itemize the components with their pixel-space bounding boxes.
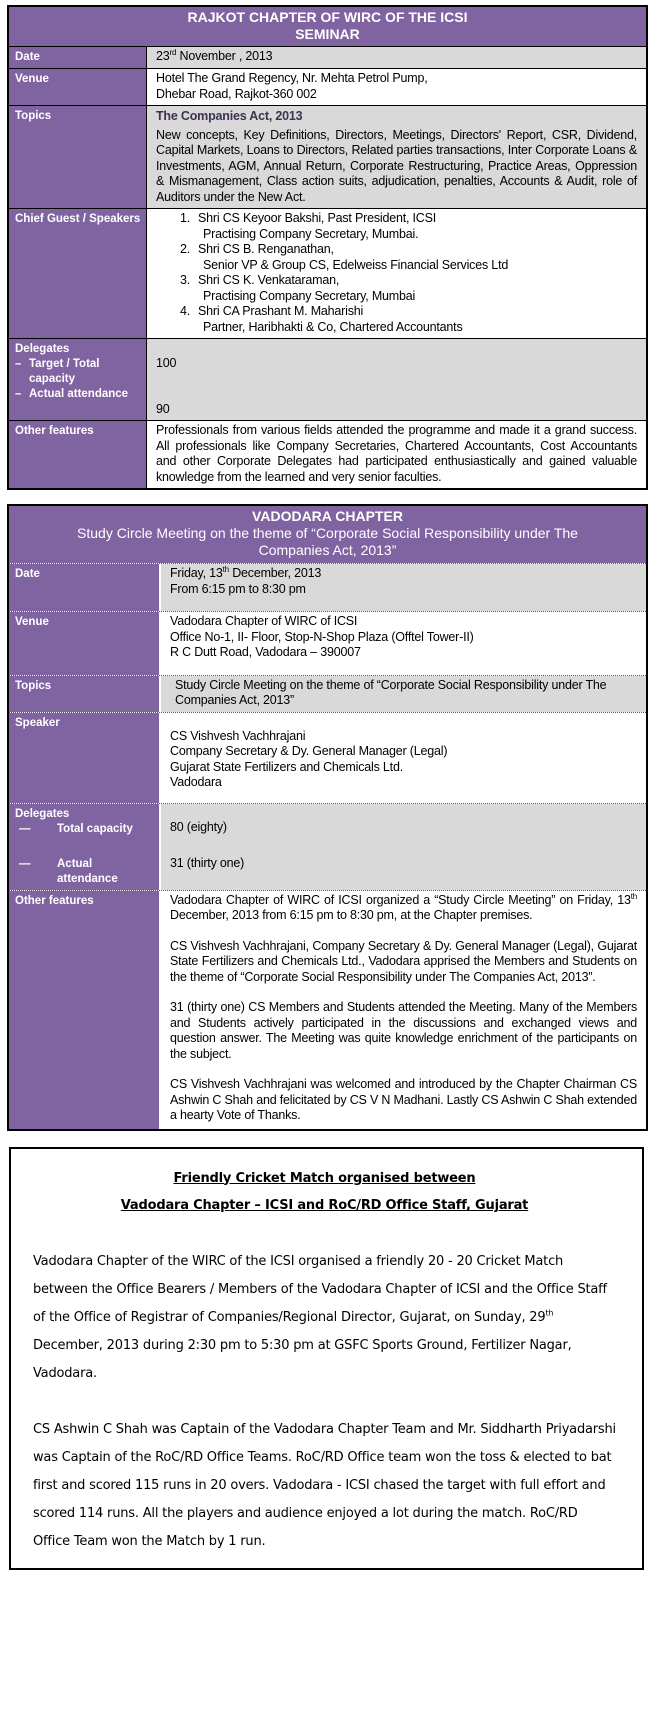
topics-body: New concepts, Key Definitions, Directors, Meetings, Directors' Report, CSR, Dividend, Capital Markets, Loans to Directors, Related parties transactions, Inter Corporate Loans & Investments, AGM, Annual Return, Corporate Restructuring, Practice Areas, Oppression & Mismanagement, Class action suits, adjudication, penalties, Accounts & Audit, role of Auditors under the New Act. xyxy=(156,127,637,204)
delegates-item xyxy=(15,357,142,387)
speaker-lines xyxy=(198,304,463,335)
vadodara-venue-value xyxy=(161,612,646,675)
cricket-paragraph-2: CS Ashwin C Shah was Captain of the Vadodara Chapter Team and Mr. Siddharth Priyadarshi was Captain of the RoC/RD Office Teams. RoC/RD Office team won the toss & elected to bat first and scored 115 runs in 20 overs. Vadodara - ICSI chased the target with full effort and scored 114 runs. All the players and audience enjoyed a lot during the match. RoC/RD Office Team won the Match by 1 run. xyxy=(33,1422,616,1549)
paragraph-text: December, 2013 during 2:30 pm to 5:30 pm at GSFC Sports Ground, Fertilizer Nagar, Vadodara. xyxy=(33,1338,572,1382)
vadodara-delegates-label xyxy=(9,804,161,890)
rajkot-title: RAJKOT CHAPTER OF WIRC OF THE ICSI xyxy=(187,9,468,25)
delegates-item xyxy=(15,822,155,837)
speaker-name: Shri CS B. Renganathan, xyxy=(198,242,334,256)
speaker-item xyxy=(180,273,637,304)
vadodara-title: VADODARA CHAPTER xyxy=(252,508,403,524)
vadodara-table-header xyxy=(9,506,646,563)
rajkot-other-label: Other features xyxy=(9,421,147,488)
delegates-attendance-label: Actual attendance xyxy=(29,388,129,400)
dash: – xyxy=(15,358,22,370)
vadodara-subtitle: Study Circle Meeting on the theme of “Corporate Social Responsibility under The Companies Act, 2013” xyxy=(77,525,578,558)
topics-heading: The Companies Act, 2013 xyxy=(156,109,303,123)
speaker-number: 2. xyxy=(180,242,191,256)
other-paragraph: CS Vishvesh Vachhrajani, Company Secretary & Dy. General Manager (Legal), Gujarat State Fertilizers and Chemicals Ltd., Vadodara apprised the Members and Students on the theme of “Corporate Social Responsibility under The Companies Act, 2013”. xyxy=(170,938,637,984)
delegates-item xyxy=(15,857,155,887)
vadodara-venue-row xyxy=(9,611,646,675)
vadodara-date-label: Date xyxy=(9,564,161,611)
rajkot-date-row xyxy=(9,46,646,68)
speaker-company: Gujarat State Fertilizers and Chemicals Ltd. xyxy=(170,759,403,774)
rajkot-venue-label: Venue xyxy=(9,69,147,105)
speaker-name: Shri CA Prashant M. Maharishi xyxy=(198,304,364,318)
spacer xyxy=(33,1388,616,1416)
delegates-capacity-label: Total capacity xyxy=(57,822,133,835)
rajkot-venue-value xyxy=(147,69,646,105)
speaker-name: CS Vishvesh Vachhrajani xyxy=(170,728,306,743)
speaker-item xyxy=(180,304,637,335)
delegates-capacity-value: 80 (eighty) xyxy=(170,819,227,834)
dash: — xyxy=(19,857,31,870)
date-ordinal: rd xyxy=(169,47,177,57)
cricket-match-section xyxy=(9,1147,644,1570)
vadodara-date-value xyxy=(161,564,646,611)
vadodara-speaker-value xyxy=(161,713,646,803)
delegates-attendance-label: Actual attendance xyxy=(57,857,118,885)
delegates-heading: Delegates xyxy=(15,343,70,355)
venue-line: Hotel The Grand Regency, Nr. Mehta Petrol Pump, xyxy=(156,71,428,85)
rajkot-topics-label: Topics xyxy=(9,106,147,208)
delegates-attendance-value: 90 xyxy=(156,401,170,416)
rajkot-delegates-label xyxy=(9,339,147,420)
rajkot-subtitle: SEMINAR xyxy=(295,26,360,42)
rajkot-date-label: Date xyxy=(9,47,147,68)
vadodara-topics-value: Study Circle Meeting on the theme of “Corporate Social Responsibility under The Companies Act, 2013” xyxy=(161,676,646,712)
date-day: Friday, 13 xyxy=(170,566,223,580)
paragraph-text: December, 2013 from 6:15 pm to 8:30 pm, at the Chapter premises. xyxy=(170,908,533,922)
date-ordinal: th xyxy=(222,564,229,574)
rajkot-other-row xyxy=(9,420,646,488)
date-day: 23 xyxy=(156,49,170,63)
speaker-number: 1. xyxy=(180,211,191,225)
date-time-range: From 6:15 pm to 8:30 pm xyxy=(170,581,306,596)
speaker-lines xyxy=(198,242,508,273)
spacer xyxy=(33,1220,616,1248)
vadodara-date-row xyxy=(9,563,646,611)
delegates-target-value: 100 xyxy=(156,356,177,370)
delegates-heading: Delegates xyxy=(15,807,70,820)
rajkot-speakers-row xyxy=(9,208,646,338)
date-rest: December, 2013 xyxy=(228,566,322,580)
rajkot-topics-row xyxy=(9,105,646,208)
cricket-title-line1: Friendly Cricket Match organised between xyxy=(173,1170,476,1186)
cricket-paragraph-1 xyxy=(33,1248,616,1388)
venue-line: R C Dutt Road, Vadodara – 390007 xyxy=(170,645,361,659)
dash: — xyxy=(19,822,31,835)
speaker-item xyxy=(180,242,637,273)
vadodara-other-row xyxy=(9,890,646,1129)
speaker-name: Shri CS K. Venkataraman, xyxy=(198,273,340,287)
other-paragraph xyxy=(170,893,637,924)
vadodara-meeting-table xyxy=(7,504,648,1131)
paragraph-text: Vadodara Chapter of the WIRC of the ICSI organised a friendly 20 - 20 Cricket Match between the Office Bearers / Members of the Vadodara Chapter of ICSI and the Office Staff of the Office of Registrar of Companies/Regional Director, Gujarat, on Sunday, 29 xyxy=(33,1254,607,1326)
delegates-target-label: Target / Total capacity xyxy=(29,358,100,385)
vadodara-other-value xyxy=(161,891,646,1129)
rajkot-other-value: Professionals from various fields attended the programme and made it a grand success. All professionals like Company Secretaries, Chartered Accountants, Cost Accountants and other Corporate Delegates had participated enthusiastically and gained valuable knowledge from the learned and very senior faculties. xyxy=(156,423,637,484)
date-line xyxy=(170,566,637,582)
delegates-attendance-value: 31 (thirty one) xyxy=(170,856,245,870)
rajkot-speakers-label: Chief Guest / Speakers xyxy=(9,209,147,338)
speaker-item xyxy=(180,211,637,242)
speaker-designation: Practising Company Secretary, Mumbai. xyxy=(203,226,419,241)
speaker-designation: Practising Company Secretary, Mumbai xyxy=(203,288,416,303)
other-paragraph: 31 (thirty one) CS Members and Students attended the Meeting. Many of the Members and Students actively participated in the discussions and exchanged views and question answer. The Meeting was quite knowledge enrichment of the participants on the subject. xyxy=(170,1000,637,1061)
speaker-city: Vadodara xyxy=(170,775,222,789)
rajkot-table-header xyxy=(9,7,646,46)
vadodara-venue-label: Venue xyxy=(9,612,161,675)
rajkot-topics-value xyxy=(147,106,646,208)
speaker-name: Shri CS Keyoor Bakshi, Past President, ICSI xyxy=(198,211,437,225)
speaker-lines xyxy=(198,273,415,304)
date-ordinal: th xyxy=(545,1308,554,1318)
vadodara-delegates-values xyxy=(161,804,646,890)
speaker-number: 4. xyxy=(180,304,191,318)
speaker-number: 3. xyxy=(180,273,191,287)
speaker-designation: Company Secretary & Dy. General Manager (Legal) xyxy=(170,744,448,758)
speaker-designation: Senior VP & Group CS, Edelweiss Financial Services Ltd xyxy=(203,257,509,272)
speaker-lines xyxy=(198,211,436,242)
rajkot-venue-row xyxy=(9,68,646,105)
vadodara-speaker-row xyxy=(9,712,646,803)
dash: – xyxy=(15,388,22,400)
rajkot-delegates-values xyxy=(147,339,646,420)
cricket-title xyxy=(33,1165,616,1221)
rajkot-seminar-table xyxy=(7,5,648,490)
venue-line: Dhebar Road, Rajkot-360 002 xyxy=(156,86,317,101)
rajkot-date-value xyxy=(147,47,646,68)
vadodara-delegates-row xyxy=(9,803,646,890)
cricket-title-line2: Vadodara Chapter – ICSI and RoC/RD Office Staff, Gujarat xyxy=(120,1198,529,1214)
vadodara-topics-label: Topics xyxy=(9,676,161,712)
vadodara-topics-row xyxy=(9,675,646,712)
vadodara-other-label: Other features xyxy=(9,891,161,1129)
rajkot-delegates-row xyxy=(9,338,646,420)
delegates-item xyxy=(15,387,142,402)
date-ordinal: th xyxy=(630,891,637,901)
date-rest: November , 2013 xyxy=(176,49,273,63)
rajkot-speakers-value xyxy=(147,209,646,338)
paragraph-text: Vadodara Chapter of WIRC of ICSI organized a “Study Circle Meeting” on Friday, 13 xyxy=(170,892,631,907)
venue-line: Vadodara Chapter of WIRC of ICSI xyxy=(170,614,358,628)
speaker-designation: Partner, Haribhakti & Co, Chartered Accountants xyxy=(203,319,463,334)
vadodara-speaker-label: Speaker xyxy=(9,713,161,803)
other-paragraph: CS Vishvesh Vachhrajani was welcomed and introduced by the Chapter Chairman CS Ashwin C Shah and felicitated by CS V N Madhani. Lastly CS Ashwin C Shah extended a hearty Vote of Thanks. xyxy=(170,1077,637,1122)
venue-line: Office No-1, II- Floor, Stop-N-Shop Plaza (Offtel Tower-II) xyxy=(170,629,474,644)
